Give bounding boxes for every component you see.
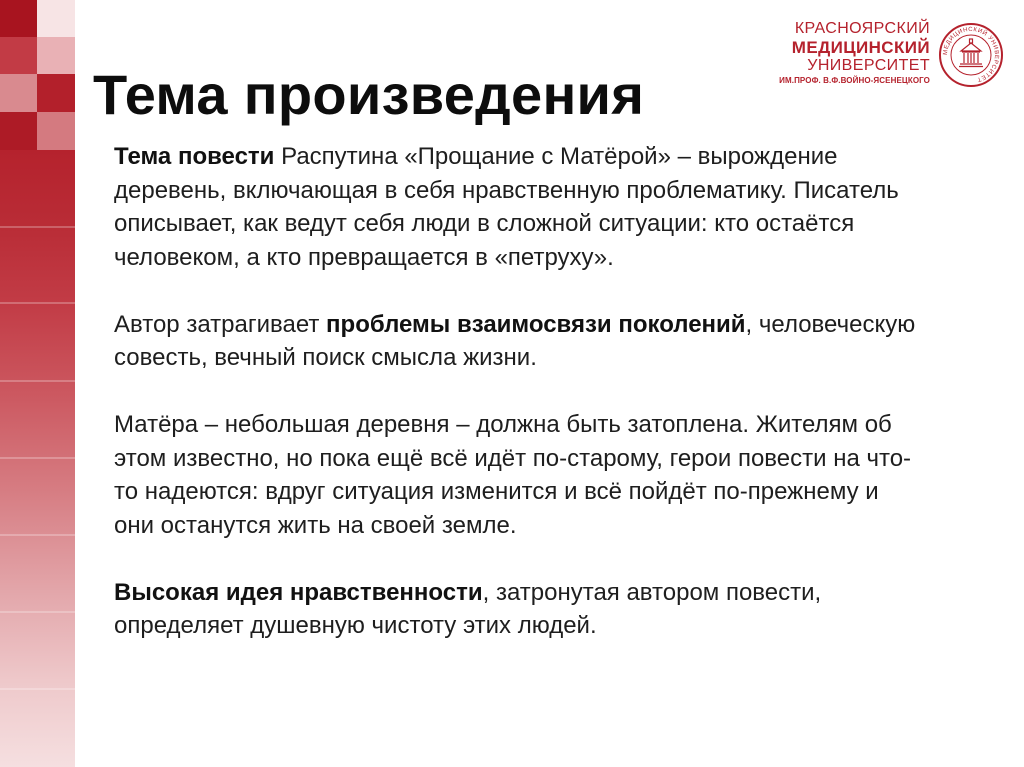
university-seal-icon (938, 22, 1004, 88)
paragraph-morality (114, 576, 919, 643)
bold-phrase: Тема повести (114, 143, 275, 170)
logo-line-1: КРАСНОЯРСКИЙ (794, 20, 930, 37)
decorative-red-strip (0, 0, 75, 767)
deco-square (0, 74, 37, 112)
logo-text (779, 21, 930, 85)
deco-square (37, 37, 75, 74)
university-logo (779, 20, 1006, 92)
paragraph-theme (114, 140, 919, 274)
deco-square (37, 112, 75, 150)
deco-square (0, 112, 37, 150)
text-span: Автор затрагивает (114, 310, 327, 338)
text-span: , человеческую совесть, вечный поиск смысла жизни. (114, 310, 916, 371)
deco-gradient (0, 150, 75, 767)
paragraph-matera (114, 408, 919, 542)
text-span: Матёра – небольшая деревня – должна быть затоплена. Жителям об этом известно, но пока ещё всё идёт по-старому, герои повести на что-то надеются: вдруг ситуация изменится и всё пойдёт по-прежнему и они останутся жить на своей земле. (114, 411, 912, 539)
text-span: , затронутая автором повести, определяет душевную чистоту этих людей. (114, 578, 822, 639)
deco-square (0, 0, 37, 37)
deco-square (37, 0, 75, 37)
deco-square (0, 37, 37, 74)
logo-line-4: ИМ.ПРОФ. В.Ф.ВОЙНО-ЯСЕНЕЦКОГО (779, 76, 930, 85)
text-span: Распутина «Прощание с Матёрой» – вырождение деревень, включающая в себя нравственную проблематику. Писатель описывает, как ведут себя люди в сложной ситуации: кто остаётся человеком, а кто превращается в «петруху». (114, 143, 899, 271)
seal-text: МЕДИЦИНСКИЙ УНИВЕРСИТЕТ (942, 26, 1000, 83)
slide-body (114, 140, 919, 643)
logo-line-2: МЕДИЦИНСКИЙ (791, 38, 930, 57)
bold-phrase: проблемы взаимосвязи поколений (326, 310, 746, 338)
deco-square (37, 74, 75, 112)
slide-title: Тема произведения (93, 63, 645, 126)
bold-phrase: Высокая идея нравственности (114, 578, 483, 606)
paragraph-problems (114, 308, 919, 375)
logo-line-3: УНИВЕРСИТЕТ (807, 57, 930, 74)
